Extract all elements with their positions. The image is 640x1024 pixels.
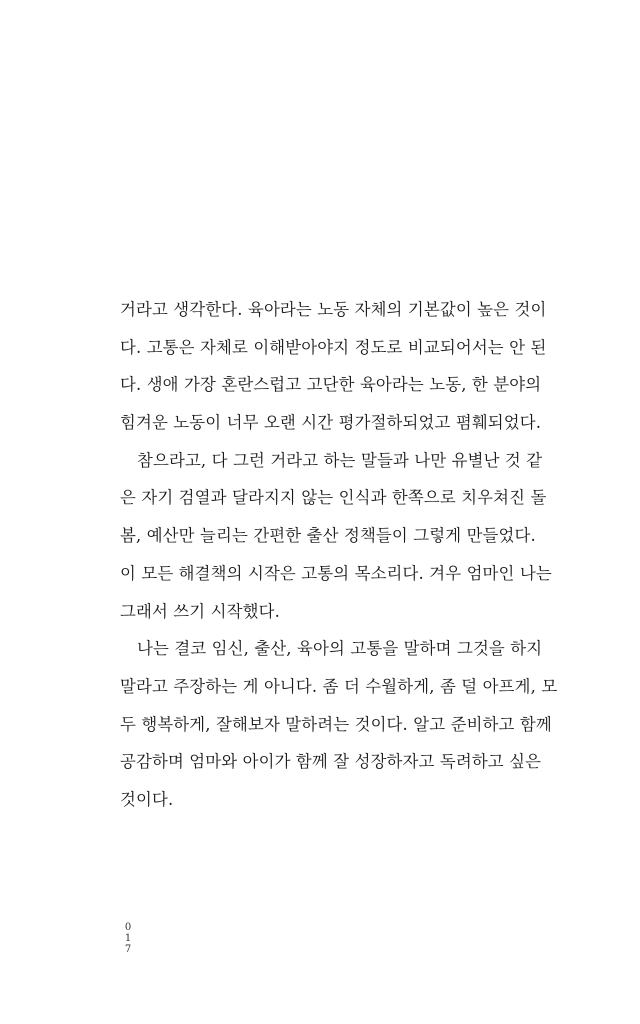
text-line: 거라고 생각한다. 육아라는 노동 자체의 기본값이 높은 것이 xyxy=(120,300,547,319)
text-line: 봄, 예산만 늘리는 간편한 출산 정책들이 그렇게 만들었다. xyxy=(120,526,536,546)
text-line: 그래서 쓰기 시작했다. xyxy=(120,601,280,621)
text-line: 두 행복하게, 잘해보자 말하려는 것이다. 알고 준비하고 함께 xyxy=(120,714,552,734)
page-number-digit: 0 xyxy=(124,922,132,933)
text-line-paragraph-start: 나는 결코 임신, 출산, 육아의 고통을 말하며 그것을 하지 xyxy=(137,639,543,659)
text-line-paragraph-start: 참으라고, 다 그런 거라고 하는 말들과 나만 유별난 것 같 xyxy=(137,450,543,470)
text-line: 다. 고통은 자체로 이해받아야지 정도로 비교되어서는 안 된 xyxy=(120,337,547,357)
text-line: 말라고 주장하는 게 아니다. 좀 더 수월하게, 좀 덜 아프게, 모 xyxy=(120,676,558,696)
body-text xyxy=(120,296,558,824)
text-line: 다. 생애 가장 혼란스럽고 고단한 육아라는 노동, 한 분야의 xyxy=(120,375,542,395)
text-line: 이 모든 해결책의 시작은 고통의 목소리다. 겨우 엄마인 나는 xyxy=(120,563,552,583)
page-number-digit: 1 xyxy=(124,933,132,944)
page-number xyxy=(122,922,134,955)
text-line: 은 자기 검열과 달라지지 않는 인식과 한쪽으로 치우쳐진 돌 xyxy=(120,488,547,508)
page-number-digit: 7 xyxy=(124,944,132,955)
text-line: 힘겨운 노동이 너무 오랜 시간 평가절하되었고 폄훼되었다. xyxy=(120,413,542,433)
text-line: 공감하며 엄마와 아이가 함께 잘 성장하자고 독려하고 싶은 xyxy=(120,752,542,772)
text-line: 것이다. xyxy=(120,789,174,809)
